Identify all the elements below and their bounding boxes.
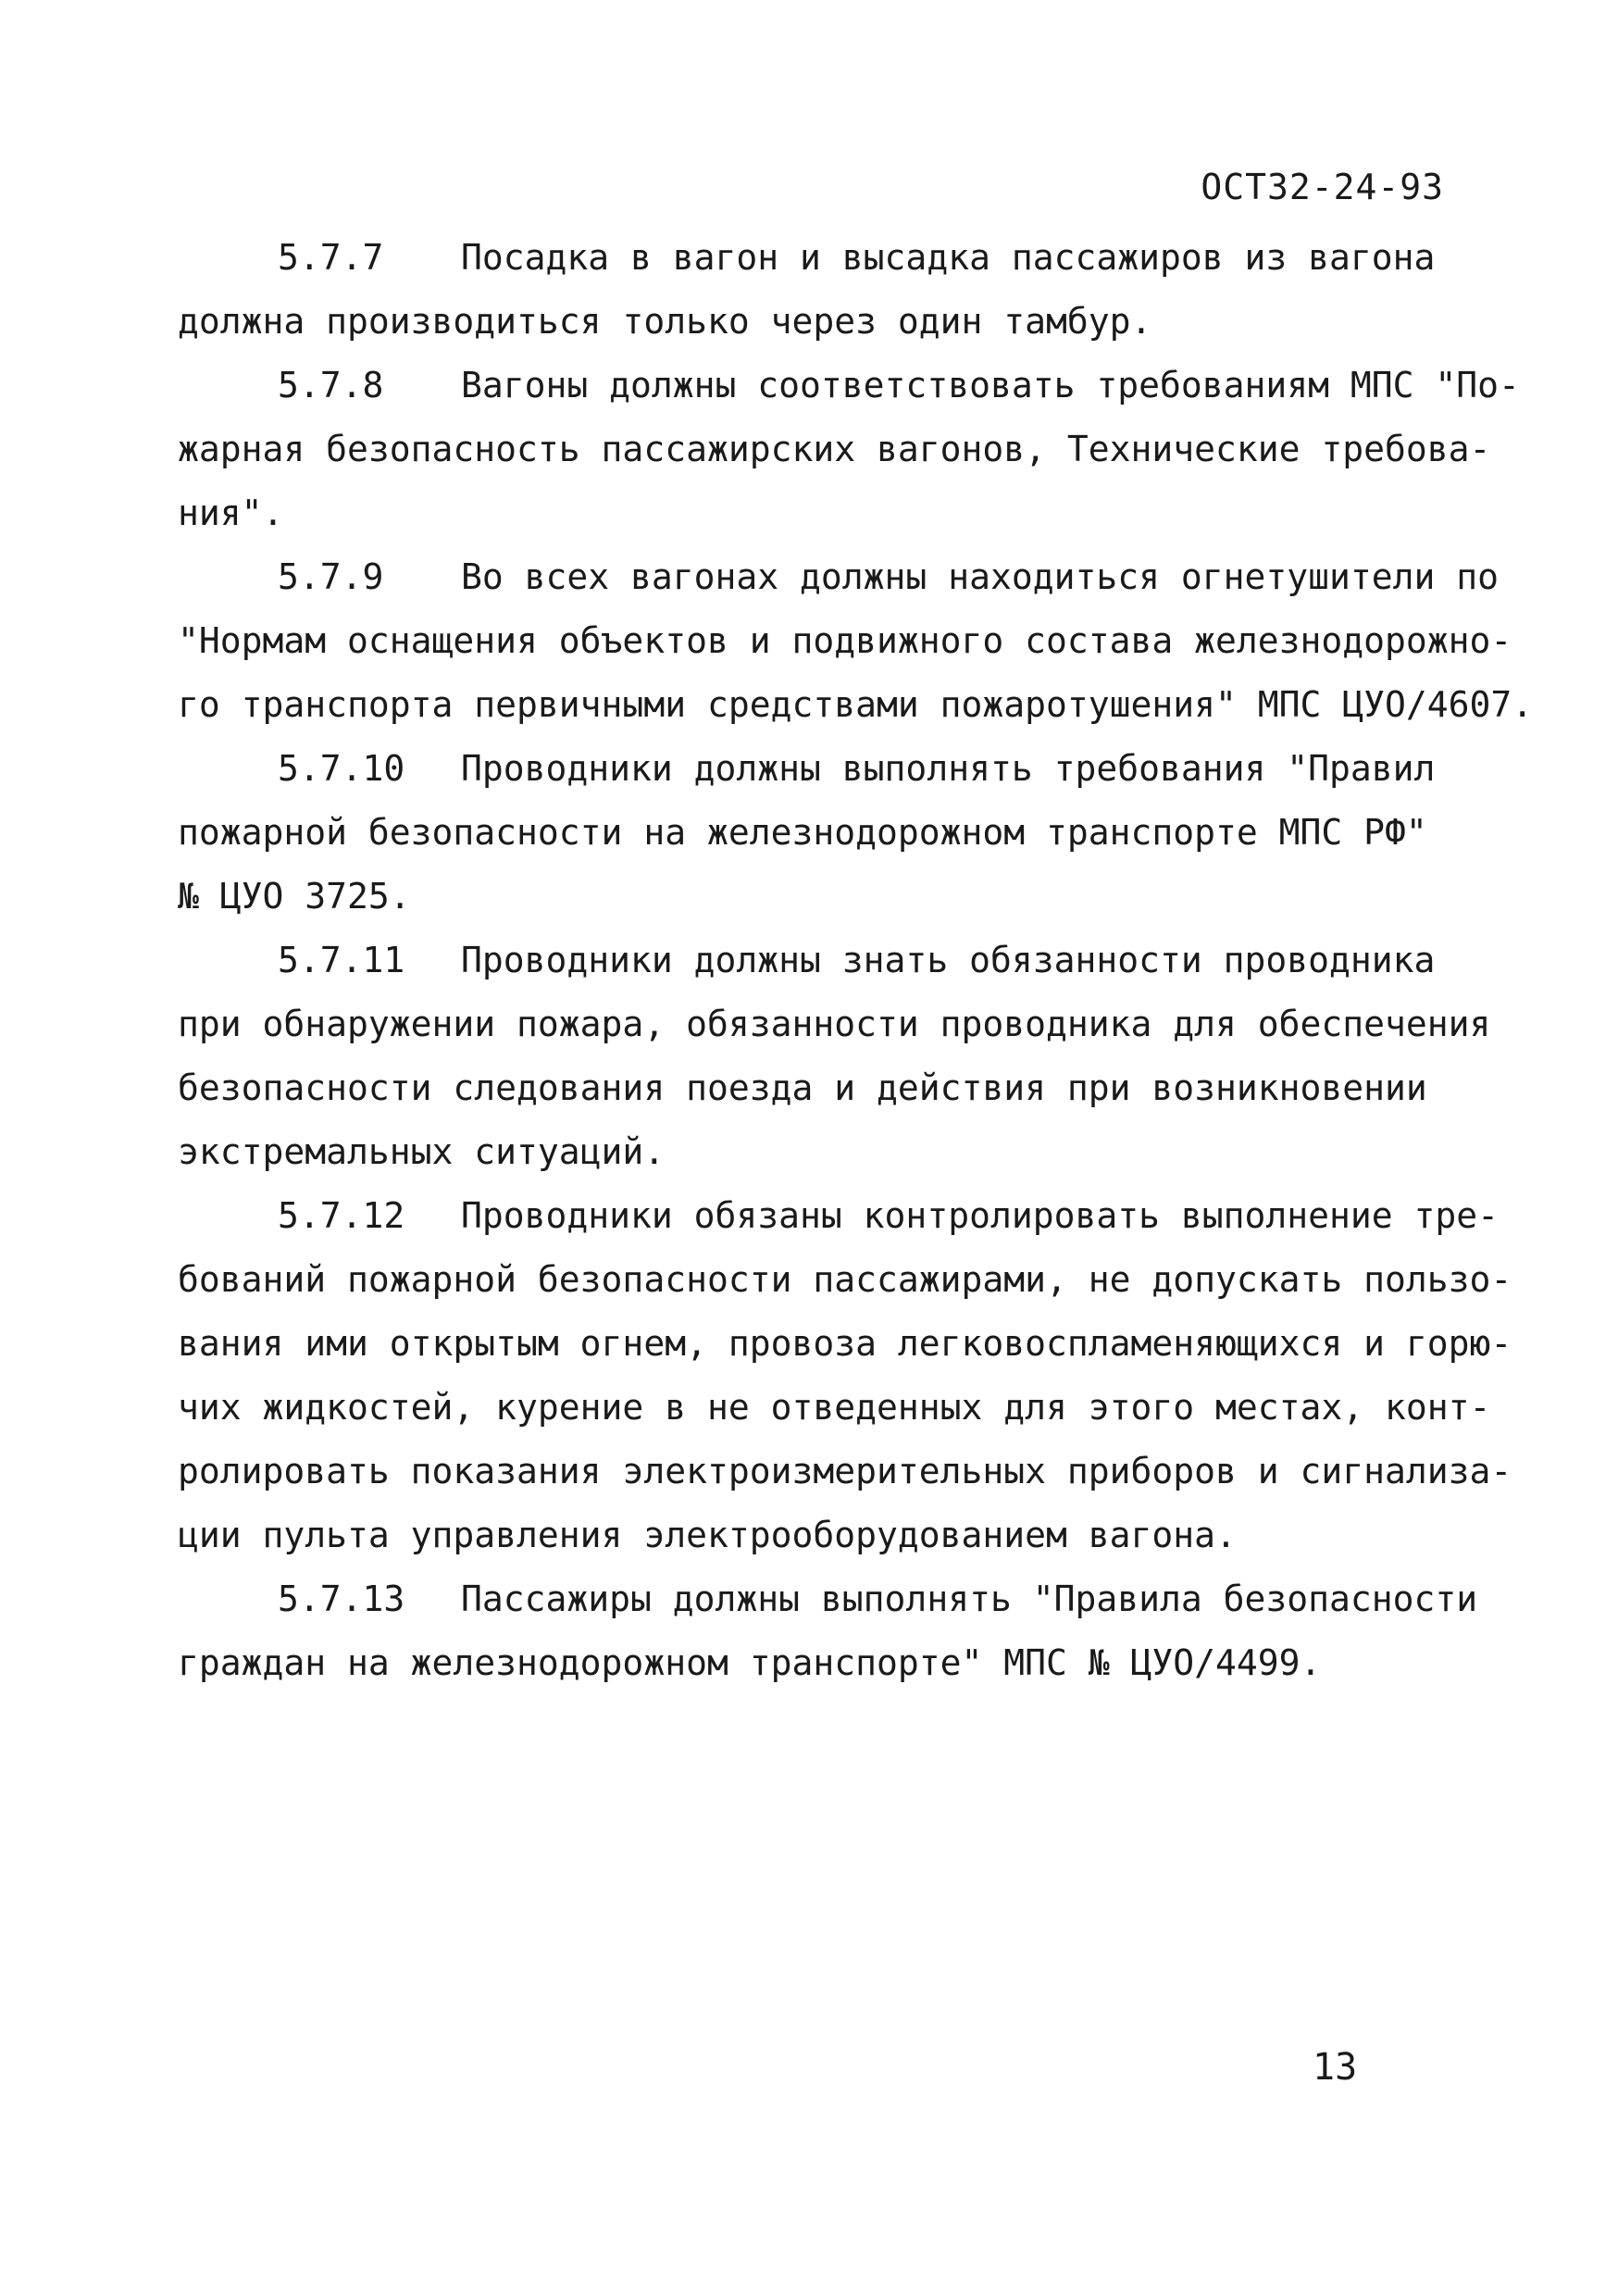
- paragraph: [178, 929, 1491, 1184]
- paragraph: [178, 226, 1455, 354]
- paragraph-line: ролировать показания электроизмерительных приборов и сигнализа-: [178, 1451, 1512, 1491]
- paragraph-line: должна производиться только через один тамбур.: [178, 301, 1152, 342]
- paragraph-line: жарная безопасность пассажирских вагонов, Технические требова-: [178, 429, 1491, 469]
- paragraph-line: ния".: [178, 493, 284, 533]
- paragraph-line: пожарной безопасности на железнодорожном транспорте МПС РФ": [178, 812, 1427, 853]
- paragraph-line: Проводники должны выполнять требования "Правил: [461, 748, 1436, 789]
- paragraph-line: бований пожарной безопасности пассажирами, не допускать пользо-: [178, 1259, 1512, 1300]
- document-code: ОСТ32-24-93: [1201, 167, 1444, 207]
- paragraph-line: ции пульта управления электрооборудованием вагона.: [178, 1515, 1237, 1555]
- paragraph-line: Проводники обязаны контролировать выполнение тре-: [461, 1195, 1500, 1236]
- clause-number: 5.7.11: [278, 940, 405, 980]
- paragraph-line: чих жидкостей, курение в не отведенных для этого местах, конт-: [178, 1387, 1491, 1428]
- clause-number: 5.7.12: [278, 1195, 405, 1236]
- paragraph-line: граждан на железнодорожном транспорте" МПС № ЦУО/4499.: [178, 1642, 1322, 1683]
- paragraph-line: го транспорта первичными средствами пожаротушения" МПС ЦУО/4607.: [178, 684, 1534, 725]
- paragraph-line: при обнаружении пожара, обязанности проводника для обеспечения: [178, 1004, 1491, 1044]
- paragraph-line: Пассажиры должны выполнять "Правила безопасности: [461, 1578, 1478, 1619]
- clause-number: 5.7.8: [278, 365, 384, 406]
- paragraph: [178, 1567, 1478, 1695]
- paragraph-line: Посадка в вагон и высадка пассажиров из вагона: [461, 237, 1436, 278]
- paragraph-line: экстремальных ситуаций.: [178, 1131, 666, 1172]
- paragraph: [178, 737, 1455, 929]
- paragraph: [178, 545, 1534, 737]
- page-number: 13: [1313, 2046, 1358, 2089]
- clause-number: 5.7.9: [278, 556, 384, 597]
- clause-number: 5.7.13: [278, 1578, 405, 1619]
- clause-number: 5.7.7: [278, 237, 384, 278]
- document-body: [178, 226, 1534, 1695]
- paragraph-line: № ЦУО 3725.: [178, 876, 411, 917]
- paragraph-line: Проводники должны знать обязанности проводника: [461, 940, 1436, 980]
- paragraph-line: Во всех вагонах должны находиться огнетушители по: [461, 556, 1500, 597]
- paragraph-line: безопасности следования поезда и действия при возникновении: [178, 1067, 1427, 1108]
- paragraph-line: "Нормам оснащения объектов и подвижного состава железнодорожно-: [178, 620, 1512, 661]
- paragraph: [178, 354, 1520, 545]
- paragraph: [178, 1184, 1512, 1567]
- clause-number: 5.7.10: [278, 748, 405, 789]
- paragraph-line: вания ими открытым огнем, провоза легковоспламеняющихся и горю-: [178, 1323, 1512, 1364]
- paragraph-line: Вагоны должны соответствовать требованиям МПС "По-: [461, 365, 1520, 406]
